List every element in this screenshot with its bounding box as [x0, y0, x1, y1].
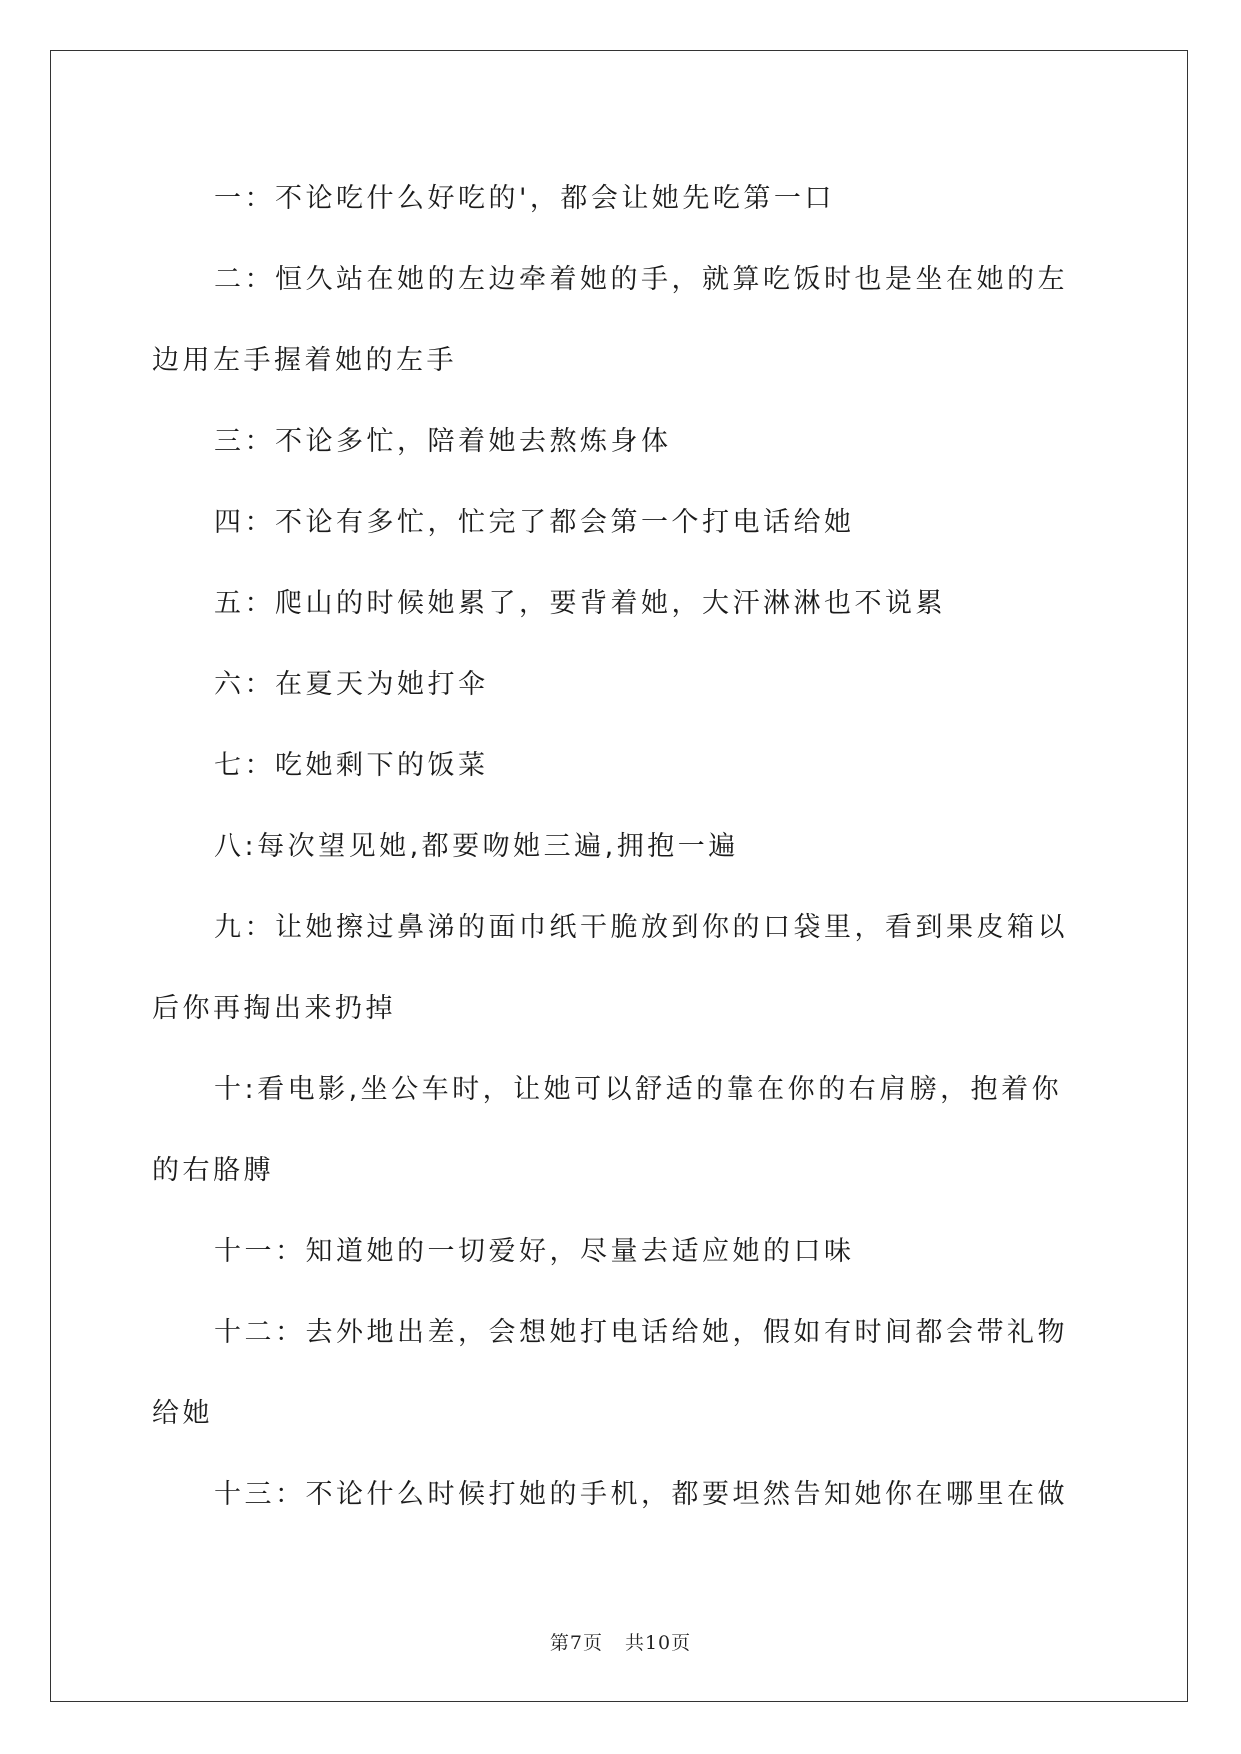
- paragraph: 九：让她擦过鼻涕的面巾纸干脆放到你的口袋里，看到果皮箱以后你再掏出来扔掉: [152, 912, 1068, 1024]
- paragraph: 一：不论吃什么好吃的'，都会让她先吃第一口: [214, 183, 835, 214]
- page-footer: [0, 1628, 1241, 1655]
- paragraph: 二：恒久站在她的左边牵着她的手，就算吃饭时也是坐在她的左边用左手握着她的左手: [152, 264, 1068, 376]
- paragraph: 十:看电影,坐公车时，让她可以舒适的靠在你的右肩膀，抱着你的右胳膊: [152, 1074, 1063, 1186]
- paragraph: 六：在夏天为她打伞: [214, 669, 489, 700]
- page-number: 第7页: [549, 1632, 603, 1654]
- paragraph: 四：不论有多忙，忙完了都会第一个打电话给她: [214, 507, 855, 538]
- paragraph: 十三：不论什么时候打她的手机，都要坦然告知她你在哪里在做: [214, 1479, 1068, 1510]
- paragraph: 三：不论多忙，陪着她去熬炼身体: [214, 426, 672, 457]
- paragraph: 十一：知道她的一切爱好，尽量去适应她的口味: [214, 1236, 855, 1267]
- document-body: [152, 158, 1092, 1535]
- paragraph: 十二：去外地出差，会想她打电话给她，假如有时间都会带礼物给她: [152, 1317, 1068, 1429]
- paragraph: 八:每次望见她,都要吻她三遍,拥抱一遍: [214, 831, 739, 862]
- paragraph: 五：爬山的时候她累了，要背着她，大汗淋淋也不说累: [214, 588, 946, 619]
- paragraph: 七：吃她剩下的饭菜: [214, 750, 489, 781]
- page-total: 共10页: [624, 1632, 692, 1654]
